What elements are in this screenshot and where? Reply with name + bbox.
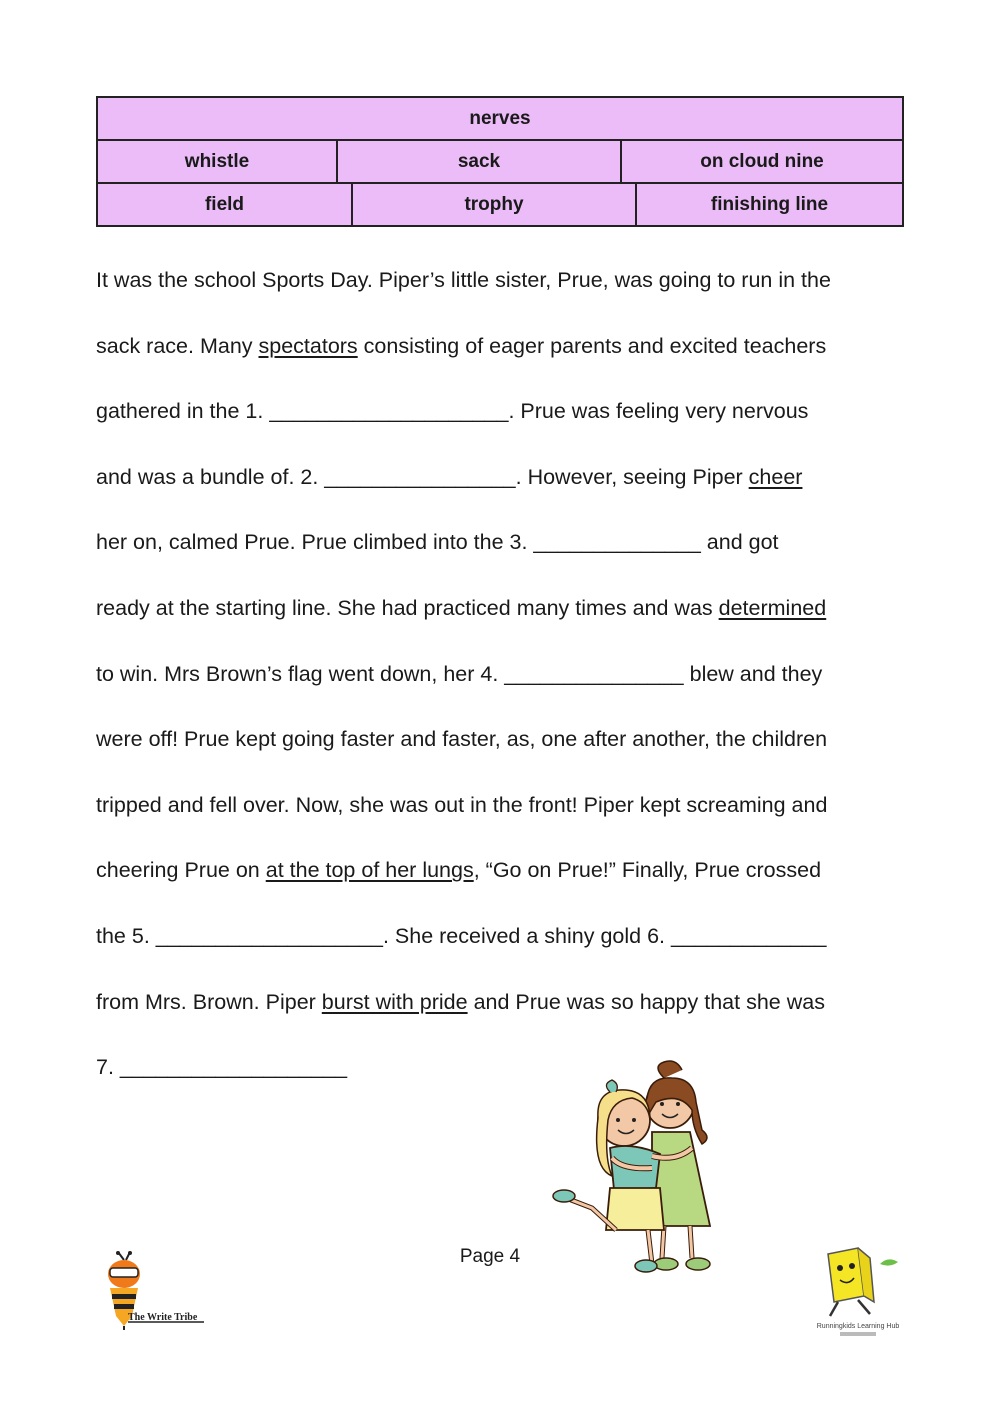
story-line-blank-4: to win. Mrs Brown’s flag went down, her 4. _______________ blew and they: [96, 661, 823, 686]
story-line-blank-1: gathered in the 1. ____________________. Prue was feeling very nervous: [96, 399, 809, 424]
story-text: and was a bundle of. 2. ________________. However, seeing Piper: [96, 464, 749, 489]
word-bank-table: [96, 96, 904, 227]
vocab-burst-with-pride: burst with pride: [321, 989, 468, 1014]
runningkids-logo: [808, 1244, 908, 1342]
word-bank-cell: on cloud nine: [620, 141, 902, 182]
story-line: It was the school Sports Day. Piper’s little sister, Prue, was going to run in the: [96, 268, 831, 292]
story-text: ready at the starting line. She had practiced many times and was: [96, 595, 719, 620]
story-text: sack race. Many: [96, 333, 259, 358]
story-line: were off! Prue kept going faster and faster, as, one after another, the children: [96, 727, 828, 752]
vocab-cheer: cheer: [748, 464, 803, 489]
word-bank-cell: trophy: [351, 184, 635, 225]
story-passage: [96, 248, 916, 1101]
word-bank-cell: field: [204, 193, 245, 215]
story-text: consisting of eager parents and excited teachers: [357, 333, 827, 358]
story-text: from Mrs. Brown. Piper: [96, 989, 322, 1014]
story-line: [96, 838, 916, 904]
story-line-blank-7: 7. ___________________: [96, 1055, 348, 1080]
story-text: cheering Prue on: [96, 858, 266, 883]
hugging-girls-illustration: [552, 1058, 742, 1283]
story-line-blank-2: [96, 445, 916, 511]
write-tribe-logo: [96, 1250, 208, 1330]
word-bank-cell: whistle: [184, 150, 250, 172]
word-bank-cell: sack: [336, 141, 620, 182]
story-text: and Prue was so happy that she was: [467, 989, 825, 1014]
story-line: [96, 576, 916, 642]
story-line: [96, 970, 916, 1036]
story-text: , “Go on Prue!” Finally, Prue crossed: [473, 858, 822, 883]
vocab-top-of-lungs: at the top of her lungs: [265, 858, 474, 883]
story-line: [96, 314, 916, 380]
word-bank-row: [98, 182, 902, 225]
word-bank-cell: nerves: [469, 107, 531, 129]
story-line-blank-5-6: the 5. ___________________. She received a shiny gold 6. _____________: [96, 923, 827, 948]
runningkids-logo-text: Runningkids Learning Hub: [816, 1323, 900, 1330]
word-bank-row: [98, 139, 902, 182]
word-bank-row: [98, 98, 902, 139]
page-number: Page 4: [459, 1246, 521, 1267]
story-line: tripped and fell over. Now, she was out in the front! Piper kept screaming and: [96, 792, 828, 817]
story-line-blank-3: her on, calmed Prue. Prue climbed into the 3. ______________ and got: [96, 530, 779, 555]
vocab-spectators: spectators: [258, 333, 358, 358]
vocab-determined: determined: [718, 595, 827, 620]
word-bank-cell: finishing line: [635, 184, 902, 225]
write-tribe-logo-text: The Write Tribe: [128, 1312, 198, 1323]
